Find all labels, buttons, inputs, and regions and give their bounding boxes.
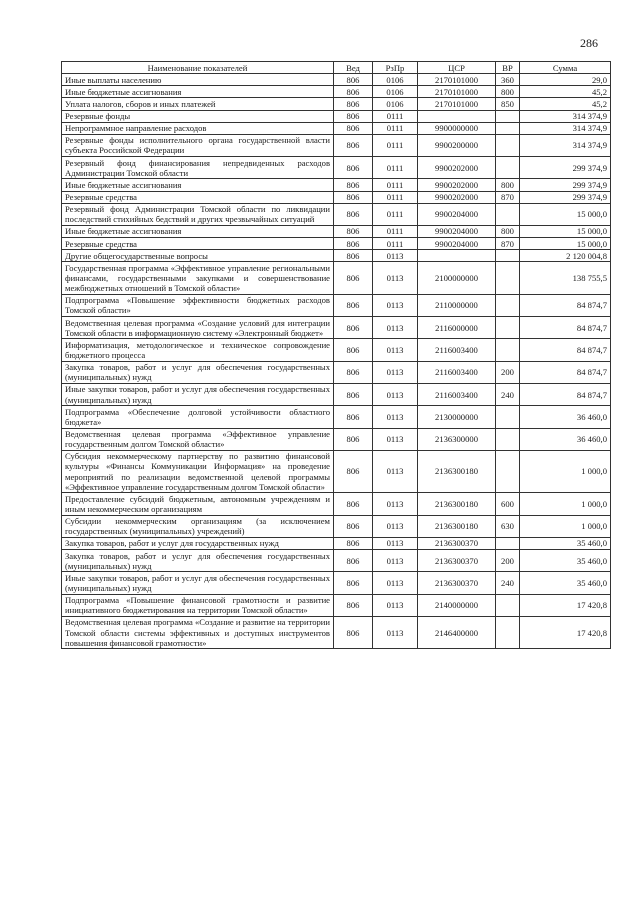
cell-csr: 9900000000 [418, 122, 496, 134]
cell-sum: 45,2 [520, 86, 611, 98]
cell-name: Другие общегосударственные вопросы [62, 250, 334, 262]
cell-csr: 2116000000 [418, 317, 496, 339]
cell-name: Подпрограмма «Повышение финансовой грамотности и развитие инициативного бюджетирования на территории Томской области» [62, 594, 334, 616]
cell-name: Закупка товаров, работ и услуг для обеспечения государственных (муниципальных) нужд [62, 550, 334, 572]
cell-ved: 806 [334, 98, 373, 110]
cell-sum: 84 874,7 [520, 294, 611, 316]
cell-name: Ведомственная целевая программа «Создание и развитие на территории Томской области системы эффективных и доступных инструментов повышения финансовой грамотности» [62, 616, 334, 648]
cell-rzpr: 0113 [373, 294, 418, 316]
cell-sum: 15 000,0 [520, 238, 611, 250]
cell-rzpr: 0106 [373, 98, 418, 110]
cell-vr: 850 [496, 98, 520, 110]
cell-csr: 2136300180 [418, 493, 496, 515]
cell-name: Подпрограмма «Обеспечение долговой устойчивости областного бюджета» [62, 406, 334, 428]
cell-name: Уплата налогов, сборов и иных платежей [62, 98, 334, 110]
cell-csr: 2136300370 [418, 537, 496, 549]
cell-name: Субсидия некоммерческому партнерству по развитию финансовой культуры «Финансы Коммуникации Информация» на проведение мероприятий по реализации ведомственной целевой программы «Эффективное управление государственным долгом Томской области» [62, 450, 334, 493]
cell-rzpr: 0113 [373, 262, 418, 294]
cell-name: Предоставление субсидий бюджетным, автономным учреждениям и иным некоммерческим организациям [62, 493, 334, 515]
cell-name: Резервные фонды исполнительного органа государственной власти субъекта Российской Федерации [62, 134, 334, 156]
cell-csr: 2146400000 [418, 616, 496, 648]
cell-csr: 2110000000 [418, 294, 496, 316]
cell-rzpr: 0111 [373, 203, 418, 225]
cell-sum: 84 874,7 [520, 383, 611, 405]
cell-rzpr: 0111 [373, 157, 418, 179]
cell-name: Резервный фонд Администрации Томской области по ликвидации последствий стихийных бедствий и других чрезвычайных ситуаций [62, 203, 334, 225]
cell-sum: 299 374,9 [520, 157, 611, 179]
cell-rzpr: 0113 [373, 515, 418, 537]
cell-rzpr: 0113 [373, 361, 418, 383]
cell-vr [496, 616, 520, 648]
cell-ved: 806 [334, 550, 373, 572]
table-row [62, 317, 611, 339]
cell-ved: 806 [334, 383, 373, 405]
cell-vr [496, 262, 520, 294]
page-number: 286 [580, 36, 598, 50]
cell-ved: 806 [334, 406, 373, 428]
cell-rzpr: 0113 [373, 250, 418, 262]
cell-sum: 36 460,0 [520, 428, 611, 450]
cell-sum: 314 374,9 [520, 122, 611, 134]
cell-name: Информатизация, методологическое и техническое сопровождение бюджетного процесса [62, 339, 334, 361]
cell-rzpr: 0111 [373, 238, 418, 250]
table-row [62, 428, 611, 450]
table-row [62, 203, 611, 225]
cell-name: Ведомственная целевая программа «Эффективное управление государственным долгом Томской области» [62, 428, 334, 450]
cell-sum: 314 374,9 [520, 110, 611, 122]
cell-csr: 2116003400 [418, 383, 496, 405]
cell-vr: 870 [496, 238, 520, 250]
cell-csr: 2170101000 [418, 98, 496, 110]
cell-csr [418, 110, 496, 122]
table-row [62, 616, 611, 648]
table-row [62, 294, 611, 316]
table-row [62, 515, 611, 537]
cell-sum: 1 000,0 [520, 515, 611, 537]
cell-ved: 806 [334, 203, 373, 225]
cell-rzpr: 0113 [373, 493, 418, 515]
cell-sum: 314 374,9 [520, 134, 611, 156]
cell-ved: 806 [334, 134, 373, 156]
cell-ved: 806 [334, 450, 373, 493]
cell-ved: 806 [334, 262, 373, 294]
cell-name: Иные бюджетные ассигнования [62, 86, 334, 98]
header-sum: Сумма [520, 62, 611, 74]
cell-vr [496, 428, 520, 450]
cell-rzpr: 0111 [373, 110, 418, 122]
cell-vr [496, 450, 520, 493]
cell-name: Ведомственная целевая программа «Создание условий для интеграции Томской области в информационную систему «Электронный бюджет» [62, 317, 334, 339]
cell-name: Подпрограмма «Повышение эффективности бюджетных расходов Томской области» [62, 294, 334, 316]
table-row [62, 191, 611, 203]
header-csr: ЦСР [418, 62, 496, 74]
cell-name: Иные закупки товаров, работ и услуг для обеспечения государственных (муниципальных) нужд [62, 572, 334, 594]
cell-sum: 299 374,9 [520, 191, 611, 203]
cell-ved: 806 [334, 428, 373, 450]
cell-name: Иные закупки товаров, работ и услуг для обеспечения государственных (муниципальных) нужд [62, 383, 334, 405]
cell-sum: 84 874,7 [520, 317, 611, 339]
cell-sum: 17 420,8 [520, 594, 611, 616]
cell-csr: 2136300370 [418, 572, 496, 594]
cell-vr: 800 [496, 225, 520, 237]
cell-csr: 2136300000 [418, 428, 496, 450]
cell-ved: 806 [334, 361, 373, 383]
cell-sum: 35 460,0 [520, 572, 611, 594]
table-row [62, 74, 611, 86]
cell-rzpr: 0111 [373, 225, 418, 237]
cell-ved: 806 [334, 74, 373, 86]
table-row [62, 225, 611, 237]
cell-sum: 17 420,8 [520, 616, 611, 648]
table-row [62, 157, 611, 179]
cell-name: Закупка товаров, работ и услуг для обеспечения государственных (муниципальных) нужд [62, 361, 334, 383]
cell-vr: 600 [496, 493, 520, 515]
cell-csr: 2136300180 [418, 515, 496, 537]
cell-csr: 2100000000 [418, 262, 496, 294]
cell-ved: 806 [334, 493, 373, 515]
header-rzpr: РзПр [373, 62, 418, 74]
cell-rzpr: 0113 [373, 550, 418, 572]
cell-name: Резервный фонд финансирования непредвиденных расходов Администрации Томской области [62, 157, 334, 179]
table-row [62, 98, 611, 110]
cell-rzpr: 0111 [373, 179, 418, 191]
table-row [62, 122, 611, 134]
cell-csr: 9900200000 [418, 134, 496, 156]
table-row [62, 86, 611, 98]
cell-vr [496, 134, 520, 156]
cell-rzpr: 0113 [373, 537, 418, 549]
cell-ved: 806 [334, 179, 373, 191]
cell-vr [496, 110, 520, 122]
cell-csr: 2130000000 [418, 406, 496, 428]
cell-rzpr: 0113 [373, 339, 418, 361]
cell-csr: 2140000000 [418, 594, 496, 616]
cell-csr: 9900202000 [418, 191, 496, 203]
cell-vr [496, 537, 520, 549]
cell-vr [496, 122, 520, 134]
cell-rzpr: 0113 [373, 428, 418, 450]
cell-sum: 138 755,5 [520, 262, 611, 294]
cell-sum: 2 120 004,8 [520, 250, 611, 262]
cell-ved: 806 [334, 191, 373, 203]
cell-vr [496, 294, 520, 316]
cell-ved: 806 [334, 225, 373, 237]
cell-csr [418, 250, 496, 262]
cell-csr: 2116003400 [418, 361, 496, 383]
cell-ved: 806 [334, 122, 373, 134]
cell-ved: 806 [334, 110, 373, 122]
cell-name: Резервные средства [62, 238, 334, 250]
cell-sum: 15 000,0 [520, 225, 611, 237]
table-row [62, 339, 611, 361]
cell-rzpr: 0113 [373, 450, 418, 493]
cell-ved: 806 [334, 594, 373, 616]
table-row [62, 134, 611, 156]
cell-name: Государственная программа «Эффективное управление региональными финансами, государственными закупками и совершенствование межбюджетных отношений в Томской области» [62, 262, 334, 294]
table-row [62, 110, 611, 122]
cell-ved: 806 [334, 339, 373, 361]
cell-vr: 360 [496, 74, 520, 86]
table-body [62, 74, 611, 649]
cell-vr: 200 [496, 550, 520, 572]
cell-sum: 1 000,0 [520, 493, 611, 515]
header-name: Наименование показателей [62, 62, 334, 74]
table-row [62, 238, 611, 250]
cell-sum: 35 460,0 [520, 550, 611, 572]
cell-ved: 806 [334, 250, 373, 262]
cell-sum: 299 374,9 [520, 179, 611, 191]
cell-name: Иные бюджетные ассигнования [62, 179, 334, 191]
cell-name: Субсидии некоммерческим организациям (за исключением государственных (муниципальных) учреждений) [62, 515, 334, 537]
cell-csr: 2116003400 [418, 339, 496, 361]
cell-rzpr: 0113 [373, 317, 418, 339]
cell-sum: 84 874,7 [520, 361, 611, 383]
header-ved: Вед [334, 62, 373, 74]
cell-name: Закупка товаров, работ и услуг для государственных нужд [62, 537, 334, 549]
cell-rzpr: 0113 [373, 572, 418, 594]
budget-table [61, 61, 611, 649]
cell-csr: 2170101000 [418, 86, 496, 98]
cell-ved: 806 [334, 238, 373, 250]
table-row [62, 250, 611, 262]
table-row [62, 594, 611, 616]
cell-rzpr: 0106 [373, 86, 418, 98]
cell-name: Непрограммное направление расходов [62, 122, 334, 134]
cell-vr: 630 [496, 515, 520, 537]
cell-sum: 84 874,7 [520, 339, 611, 361]
cell-sum: 15 000,0 [520, 203, 611, 225]
cell-sum: 36 460,0 [520, 406, 611, 428]
table-row [62, 262, 611, 294]
cell-name: Иные бюджетные ассигнования [62, 225, 334, 237]
cell-rzpr: 0113 [373, 594, 418, 616]
header-vr: ВР [496, 62, 520, 74]
cell-csr: 2136300180 [418, 450, 496, 493]
cell-rzpr: 0106 [373, 74, 418, 86]
cell-sum: 1 000,0 [520, 450, 611, 493]
table-row [62, 361, 611, 383]
cell-ved: 806 [334, 572, 373, 594]
cell-csr: 9900204000 [418, 238, 496, 250]
cell-vr [496, 203, 520, 225]
cell-sum: 45,2 [520, 98, 611, 110]
cell-name: Резервные средства [62, 191, 334, 203]
cell-sum: 29,0 [520, 74, 611, 86]
table-header-row [62, 62, 611, 74]
cell-csr: 9900204000 [418, 225, 496, 237]
cell-rzpr: 0111 [373, 122, 418, 134]
table-row [62, 550, 611, 572]
cell-rzpr: 0111 [373, 134, 418, 156]
cell-vr [496, 317, 520, 339]
cell-vr: 200 [496, 361, 520, 383]
cell-ved: 806 [334, 537, 373, 549]
cell-vr: 240 [496, 572, 520, 594]
cell-vr [496, 157, 520, 179]
cell-vr: 870 [496, 191, 520, 203]
cell-vr: 800 [496, 86, 520, 98]
cell-vr [496, 250, 520, 262]
table-row [62, 406, 611, 428]
cell-ved: 806 [334, 294, 373, 316]
cell-rzpr: 0113 [373, 383, 418, 405]
cell-vr [496, 406, 520, 428]
cell-csr: 2170101000 [418, 74, 496, 86]
cell-sum: 35 460,0 [520, 537, 611, 549]
cell-rzpr: 0113 [373, 406, 418, 428]
cell-ved: 806 [334, 515, 373, 537]
cell-ved: 806 [334, 86, 373, 98]
table-row [62, 383, 611, 405]
table-row [62, 572, 611, 594]
table-row [62, 450, 611, 493]
cell-name: Резервные фонды [62, 110, 334, 122]
cell-csr: 9900202000 [418, 179, 496, 191]
cell-rzpr: 0111 [373, 191, 418, 203]
cell-csr: 9900204000 [418, 203, 496, 225]
cell-ved: 806 [334, 616, 373, 648]
table-row [62, 493, 611, 515]
cell-vr: 240 [496, 383, 520, 405]
cell-csr: 9900202000 [418, 157, 496, 179]
cell-name: Иные выплаты населению [62, 74, 334, 86]
cell-vr [496, 594, 520, 616]
cell-ved: 806 [334, 317, 373, 339]
cell-ved: 806 [334, 157, 373, 179]
cell-vr [496, 339, 520, 361]
table-row [62, 179, 611, 191]
table-row [62, 537, 611, 549]
cell-rzpr: 0113 [373, 616, 418, 648]
cell-vr: 800 [496, 179, 520, 191]
cell-csr: 2136300370 [418, 550, 496, 572]
